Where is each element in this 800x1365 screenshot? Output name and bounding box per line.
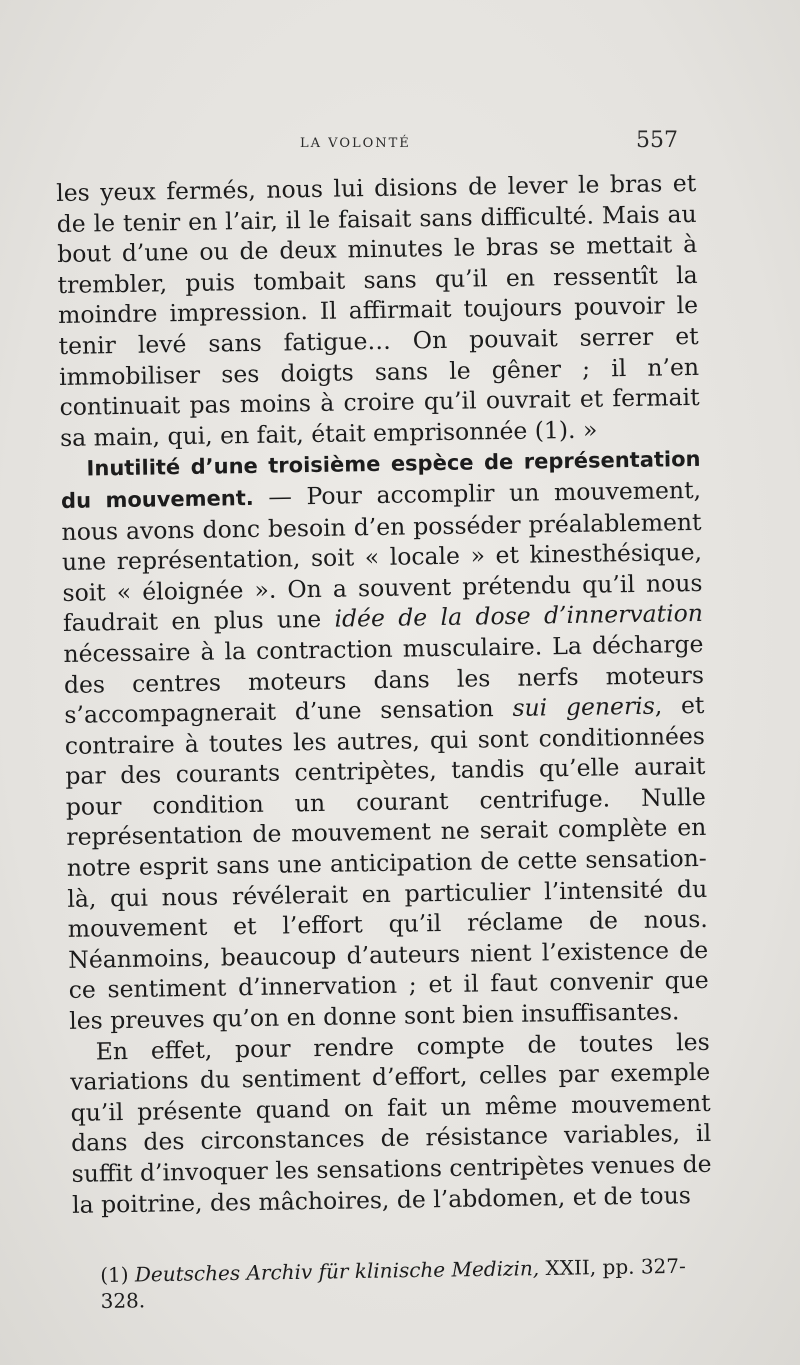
body-text: [56, 168, 712, 1220]
paragraph-2-text-c: , et contraire à toutes les autres, qui sont conditionnées par des courants centripètes, tandis qu’elle aurait pour condition un courant centrifuge. Nulle représentation de mouvement ne serait complète en notre esprit sans une anticipation de cette sensation-là, qui nous révélerait en particulier l’intensité du mouvement et l’effort qu’il réclame de nous. Néanmoins, beaucoup d’auteurs nient l’existence de ce sentiment d’innervation ; et il faut convenir que les preuves qu’on en donne sont bien insuffisantes.: [64, 690, 709, 1035]
paragraph-2-text-a: — Pour accomplir un mouvement, nous avons donc besoin d’en posséder préalablement une représentation, soit « locale » et kinesthésique, soit « éloignée ». On a souvent prétendu qu’il nous faudrait en plus une: [61, 475, 703, 638]
paragraph-3: En effet, pour rendre compte de toutes les variations du sentiment d’effort, celles par exemple qu’il présente quand on fait un même mouvement dans des circonstances de résistance variables, il suffit d’invoquer les sensations centripètes venues de la poitrine, des mâchoires, de l’abdomen, et de tous: [69, 1027, 712, 1219]
page-header: [0, 128, 800, 158]
page-number: 557: [636, 128, 678, 153]
emphasis-sui-generis: sui generis: [512, 691, 655, 722]
paragraph-2-text-b: nécessaire à la contraction musculaire. La décharge des centres moteurs dans les nerfs moteurs s’accompagnerait d’une sensation: [63, 629, 705, 730]
footnote-reference: XXII, pp. 327-328.: [100, 1253, 686, 1313]
paragraph-2: [60, 443, 709, 1036]
footnote-title: Deutsches Archiv für klinische Medizin,: [134, 1256, 540, 1287]
emphasis-idee: idée de la dose d’innervation: [334, 599, 704, 633]
running-title: LA VOLONTÉ: [300, 136, 411, 151]
footnote: [100, 1253, 701, 1314]
paragraph-1: les yeux fermés, nous lui disions de lever le bras et de le tenir en l’air, il le faisait sans difficulté. Mais au bout d’une ou de deux minutes le bras se mettait à trembler, puis tombait sans qu’il en ressentît la moindre impression. Il affirmait toujours pouvoir le tenir levé sans fatigue… On pouvait serrer et immobiliser ses doigts sans le gêner ; il n’en continuait pas moins à croire qu’il ouvrait et fermait sa main, qui, en fait, était emprisonnée (1). »: [56, 168, 700, 452]
section-heading: Inutilité d’une troisième espèce de représentation du mouvement.: [60, 447, 701, 513]
footnote-marker: (1): [100, 1262, 136, 1287]
